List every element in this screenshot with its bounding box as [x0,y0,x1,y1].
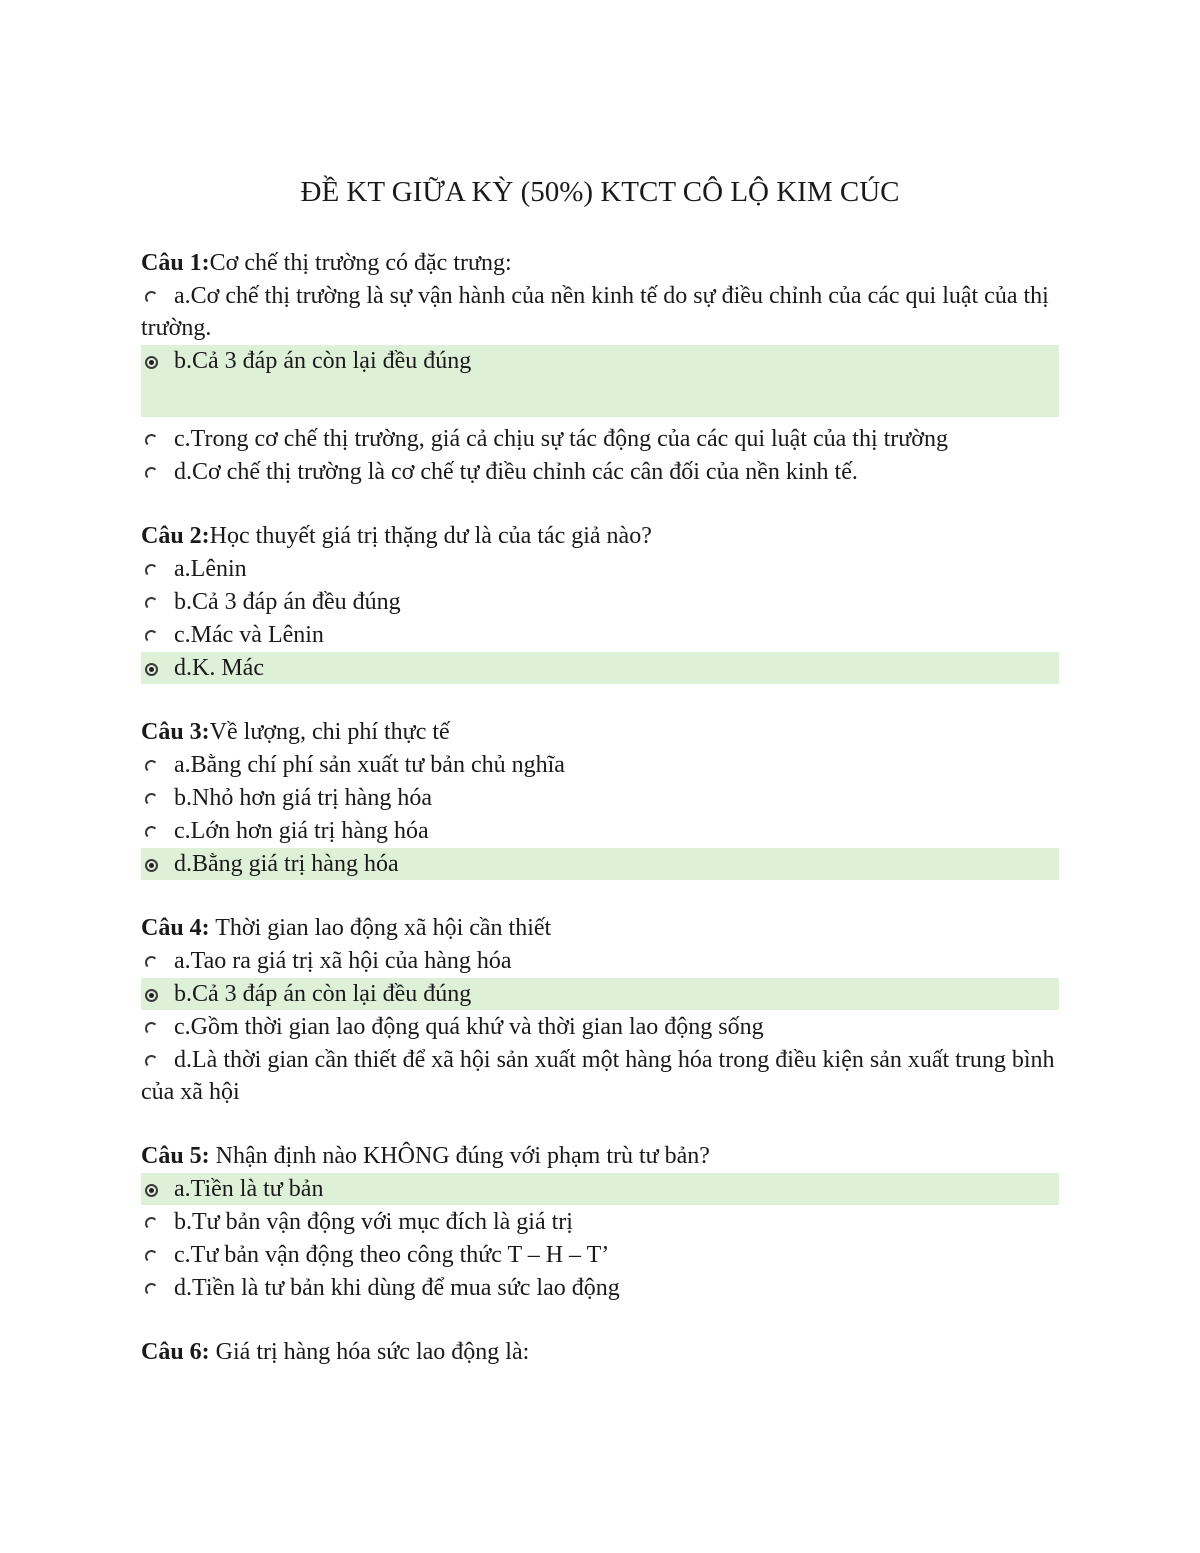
answer-option-c[interactable] [141,1011,1059,1043]
answer-option-d[interactable] [141,1044,1059,1108]
question-6 [141,1336,1059,1368]
option-text: b.Nhỏ hơn giá trị hàng hóa [174,785,432,811]
option-text: b.Tư bản vận động với mục đích là giá trị [174,1209,573,1235]
question-header [141,1140,1059,1172]
question-number: Câu 2: [141,523,210,549]
question-number: Câu 6: [141,1339,210,1365]
answer-option-d[interactable] [141,848,1059,880]
question-5 [141,1140,1059,1304]
option-text: d.Là thời gian cần thiết để xã hội sản xuất một hàng hóa trong điều kiện sản xuất trung bình của xã hội [141,1047,1055,1105]
option-text: a.Lênin [174,556,247,582]
question-list [141,247,1059,1400]
radio-unchecked-icon[interactable] [145,597,158,610]
radio-checked-icon[interactable] [145,1184,158,1197]
question-3 [141,716,1059,880]
option-text: c.Trong cơ chế thị trường, giá cả chịu sự tác động của các qui luật của thị trường [174,426,948,452]
answer-option-a[interactable] [141,280,1059,344]
radio-checked-icon[interactable] [145,989,158,1002]
option-text: a.Tao ra giá trị xã hội của hàng hóa [174,948,512,974]
radio-unchecked-icon[interactable] [145,564,158,577]
radio-unchecked-icon[interactable] [145,1283,158,1296]
question-1 [141,247,1059,488]
answer-option-d[interactable] [141,456,1059,488]
answer-option-c[interactable] [141,815,1059,847]
question-4 [141,912,1059,1108]
answer-option-b[interactable] [141,782,1059,814]
radio-unchecked-icon[interactable] [145,793,158,806]
answer-option-b[interactable] [141,586,1059,618]
option-text: d.Tiền là tư bản khi dùng để mua sức lao động [174,1275,620,1301]
answer-option-a[interactable] [141,1173,1059,1205]
answer-option-b[interactable] [141,978,1059,1010]
answer-option-c[interactable] [141,1239,1059,1271]
question-number: Câu 4: [141,915,210,941]
radio-unchecked-icon[interactable] [145,1250,158,1263]
option-text: d.K. Mác [174,655,264,681]
radio-checked-icon[interactable] [145,663,158,676]
answer-option-b[interactable] [141,345,1059,417]
option-text: c.Tư bản vận động theo công thức T – H – T’ [174,1242,610,1268]
option-text: c.Lớn hơn giá trị hàng hóa [174,818,429,844]
radio-unchecked-icon[interactable] [145,760,158,773]
radio-checked-icon[interactable] [145,356,158,369]
question-number: Câu 5: [141,1143,210,1169]
option-text: d.Cơ chế thị trường là cơ chế tự điều chỉnh các cân đối của nền kinh tế. [174,459,858,485]
radio-unchecked-icon[interactable] [145,956,158,969]
radio-unchecked-icon[interactable] [145,1055,158,1068]
answer-option-a[interactable] [141,945,1059,977]
question-number: Câu 3: [141,719,210,745]
question-header [141,1336,1059,1368]
radio-unchecked-icon[interactable] [145,826,158,839]
radio-unchecked-icon[interactable] [145,1217,158,1230]
radio-unchecked-icon[interactable] [145,434,158,447]
option-text: c.Gồm thời gian lao động quá khứ và thời gian lao động sống [174,1014,764,1040]
answer-option-c[interactable] [141,423,1059,455]
question-header [141,716,1059,748]
option-text: a.Cơ chế thị trường là sự vận hành của nền kinh tế do sự điều chỉnh của các qui luật của thị trường. [141,283,1049,341]
answer-option-b[interactable] [141,1206,1059,1238]
question-text: Về lượng, chi phí thực tế [209,719,450,745]
question-2 [141,520,1059,684]
option-text: b.Cả 3 đáp án còn lại đều đúng [174,981,472,1007]
radio-unchecked-icon[interactable] [145,630,158,643]
option-text: c.Mác và Lênin [174,622,324,648]
question-text: Nhận định nào KHÔNG đúng với phạm trù tư bản? [215,1143,710,1169]
answer-option-a[interactable] [141,749,1059,781]
question-header [141,912,1059,944]
page-title: ĐỀ KT GIỮA KỲ (50%) KTCT CÔ LỘ KIM CÚC [300,176,900,208]
answer-option-c[interactable] [141,619,1059,651]
radio-unchecked-icon[interactable] [145,1022,158,1035]
question-text: Cơ chế thị trường có đặc trưng: [209,250,512,276]
radio-unchecked-icon[interactable] [145,467,158,480]
question-header [141,520,1059,552]
question-header [141,247,1059,279]
option-text: a.Bằng chí phí sản xuất tư bản chủ nghĩa [174,752,565,778]
answer-option-a[interactable] [141,553,1059,585]
question-number: Câu 1: [141,250,210,276]
radio-unchecked-icon[interactable] [145,291,158,304]
option-text: b.Cả 3 đáp án còn lại đều đúng [174,348,472,374]
answer-option-d[interactable] [141,1272,1059,1304]
question-text: Học thuyết giá trị thặng dư là của tác giả nào? [209,523,652,549]
option-text: a.Tiền là tư bản [174,1176,324,1202]
option-text: d.Bằng giá trị hàng hóa [174,851,399,877]
question-text: Giá trị hàng hóa sức lao động là: [215,1339,530,1365]
question-text: Thời gian lao động xã hội cần thiết [215,915,552,941]
radio-checked-icon[interactable] [145,859,158,872]
option-text: b.Cả 3 đáp án đều đúng [174,589,401,615]
answer-option-d[interactable] [141,652,1059,684]
